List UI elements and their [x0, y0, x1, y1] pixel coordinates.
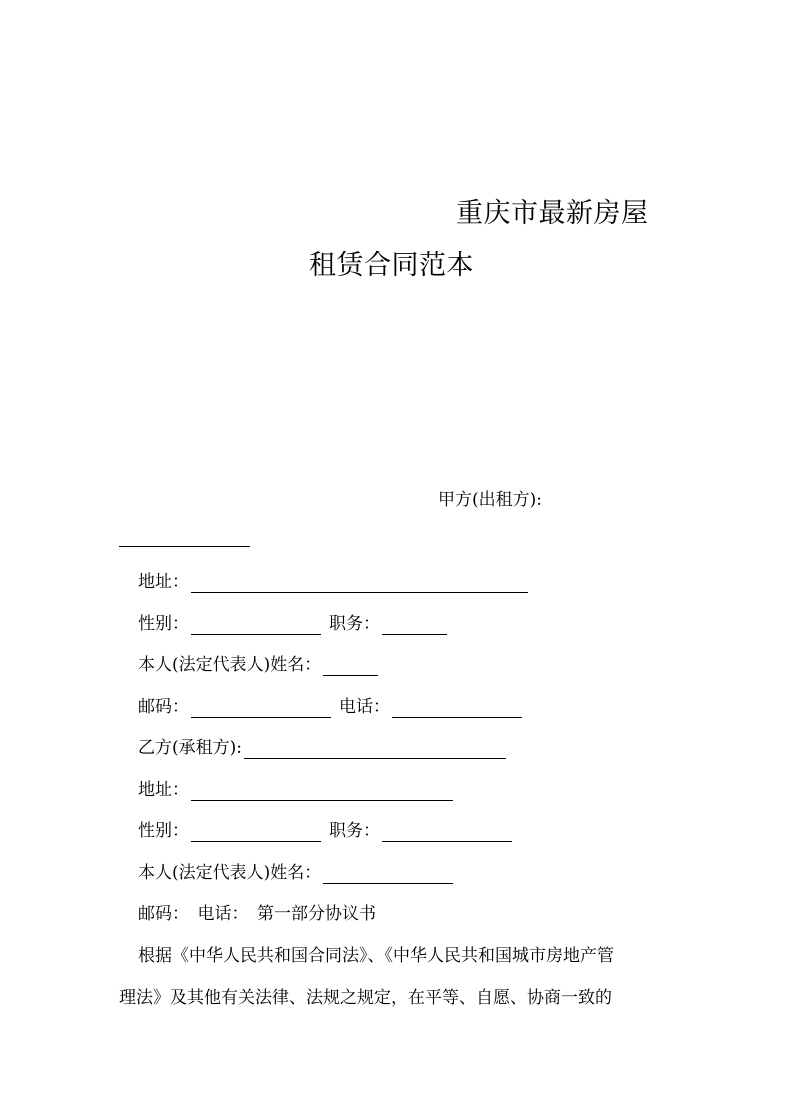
party-b-gender-blank — [191, 823, 321, 842]
party-b-address-label: 地址： — [138, 780, 189, 800]
party-a-phone-label: 电话： — [339, 697, 390, 717]
party-a-representative-label: 本人(法定代表人)姓名： — [138, 655, 322, 675]
party-a-gender-blank — [191, 616, 321, 635]
body-paragraph-line-1: 根据《中华人民共和国合同法》、《中华人民共和国城市房地产管 — [138, 946, 614, 966]
party-a-representative-blank — [323, 657, 378, 676]
party-a-position-label: 职务： — [329, 614, 380, 634]
party-a-address-label: 地址： — [138, 572, 189, 592]
party-a-phone-blank — [392, 699, 522, 718]
party-b-address-row — [138, 779, 461, 801]
party-b-address-blank — [191, 782, 453, 801]
party-b-representative-row — [138, 862, 461, 884]
party-a-heading — [438, 489, 542, 511]
party-a-contact-row — [138, 696, 530, 718]
document-title-line-1: 重庆市最新房屋 — [456, 198, 649, 229]
body-paragraph-line-2: 理法》及其他有关法律、法规之规定，在平等、自愿、协商一致的 — [119, 988, 612, 1008]
party-b-heading-label: 乙方(承租方): — [138, 738, 242, 758]
party-b-position-label: 职务： — [329, 821, 380, 841]
party-b-representative-blank — [323, 865, 453, 884]
party-a-address-blank — [191, 574, 528, 593]
party-a-heading-label: 甲方(出租方): — [438, 490, 542, 510]
party-b-gender-label: 性别： — [138, 821, 189, 841]
party-b-name-blank — [244, 740, 506, 759]
party-b-gender-row — [138, 820, 520, 842]
party-a-postcode-label: 邮码： — [138, 697, 189, 717]
party-a-gender-label: 性别： — [138, 614, 189, 634]
party-a-position-blank — [382, 616, 447, 635]
party-b-heading-row — [138, 737, 514, 759]
party-b-contact-row — [138, 903, 376, 925]
party-b-representative-label: 本人(法定代表人)姓名： — [138, 863, 322, 883]
party-b-contact-line: 邮码： 电话： 第一部分协议书 — [138, 904, 376, 924]
document-title-line-2: 租赁合同范本 — [309, 250, 474, 281]
party-a-address-row — [138, 571, 536, 593]
party-b-position-blank — [382, 823, 512, 842]
party-a-postcode-blank — [191, 699, 331, 718]
party-a-name-blank — [119, 546, 250, 547]
party-a-representative-row — [138, 654, 386, 676]
party-a-gender-row — [138, 613, 455, 635]
